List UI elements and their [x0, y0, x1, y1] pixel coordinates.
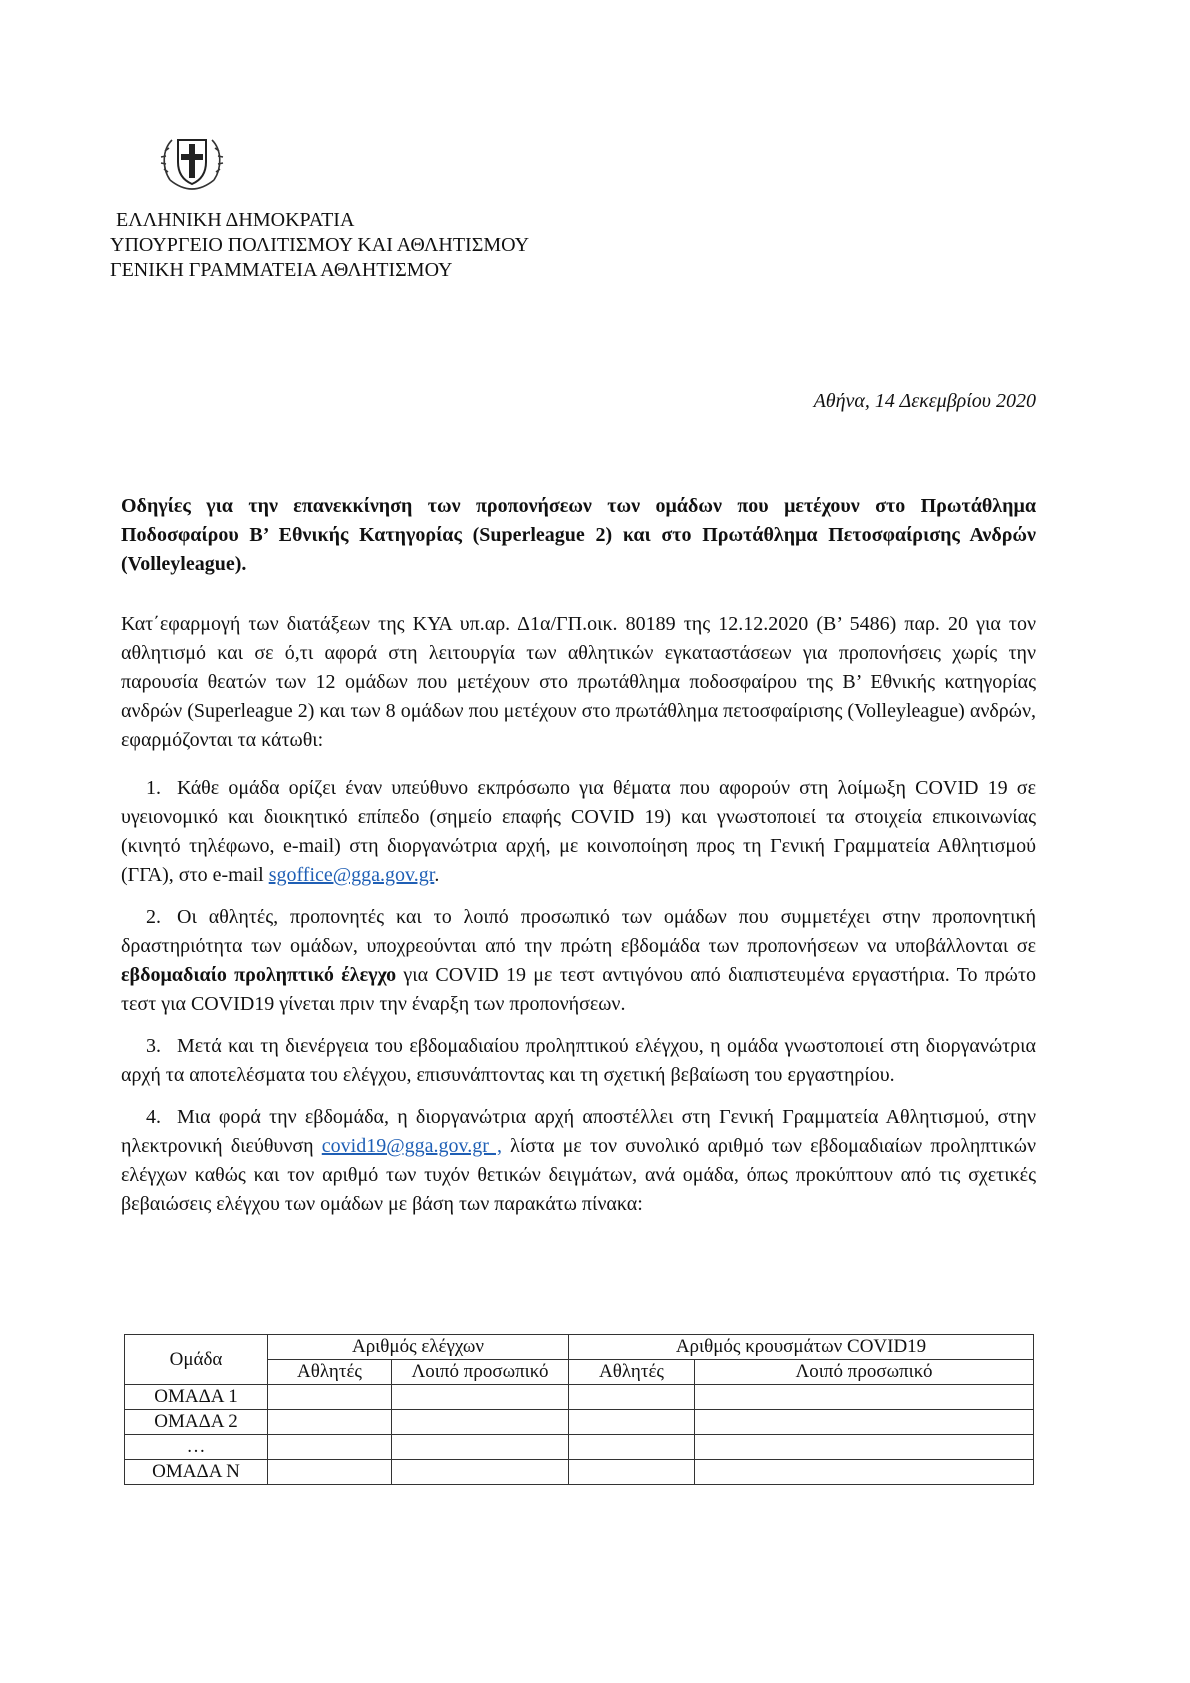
team-cell: ΟΜΑΔΑ 1: [125, 1385, 268, 1410]
empty-cell: [569, 1435, 695, 1460]
table-row: [125, 1410, 1034, 1435]
empty-cell: [569, 1385, 695, 1410]
item-bold-text: εβδομαδιαίο προληπτικό έλεγχο: [121, 964, 397, 986]
empty-cell: [392, 1410, 569, 1435]
empty-cell: [695, 1410, 1034, 1435]
org-line-1: ΕΛΛΗΝΙΚΗ ΔΗΜΟΚΡΑΤΙΑ: [116, 209, 355, 231]
email-link-sgoffice[interactable]: sgoffice@gga.gov.gr: [268, 864, 435, 886]
table-row: [125, 1460, 1034, 1485]
coat-of-arms-icon: [160, 128, 224, 200]
item-text: Μετά και τη διενέργεια του εβδομαδιαίου προληπτικού ελέγχου, η ομάδα γνωστοποιεί στη διοργανώτρια αρχή τα αποτελέσματα του ελέγχου, επισυνάπτοντας και τη σχετική βεβαίωση του εργαστηρίου.: [121, 1035, 1036, 1086]
item-number: 4.: [146, 1106, 161, 1128]
document-date: Αθήνα, 14 Δεκεμβρίου 2020: [813, 390, 1036, 412]
empty-cell: [268, 1410, 392, 1435]
team-cell: ΟΜΑΔΑ 2: [125, 1410, 268, 1435]
table-row: [125, 1385, 1034, 1410]
document-title: Οδηγίες για την επανεκκίνηση των προπονήσεων των ομάδων που μετέχουν στο Πρωτάθλημα Ποδοσφαίρου Β’ Εθνικής Κατηγορίας (Superleague 2) και στο Πρωτάθλημα Πετοσφαίρισης Ανδρών (Volleyleague).: [121, 495, 1036, 575]
team-header: Ομάδα: [125, 1335, 268, 1385]
empty-cell: [695, 1435, 1034, 1460]
item-number: 1.: [146, 777, 161, 799]
empty-cell: [268, 1460, 392, 1485]
numbered-list: [121, 774, 1036, 1232]
org-line-3: ΓΕΝΙΚΗ ΓΡΑΜΜΑΤΕΙΑ ΑΘΛΗΤΙΣΜΟΥ: [110, 259, 453, 281]
team-cell: …: [125, 1435, 268, 1460]
report-table: [124, 1334, 1034, 1485]
list-item: [121, 1032, 1036, 1090]
item-text-after: για COVID 19 με τεστ αντιγόνου από διαπιστευμένα εργαστήρια. Το πρώτο τεστ για COVID19 γίνεται πριν την έναρξη των προπονήσεων.: [121, 964, 1037, 1015]
empty-cell: [392, 1435, 569, 1460]
team-cell: ΟΜΑΔΑ Ν: [125, 1460, 268, 1485]
subheader-cell: Λοιπό προσωπικό: [392, 1360, 569, 1385]
item-text: Μια φορά την εβδομάδα, η διοργανώτρια αρχή αποστέλλει στη Γενική Γραμματεία Αθλητισμού, στην ηλεκτρονική διεύθυνση: [121, 1106, 1036, 1157]
item-tail: .: [434, 864, 440, 886]
empty-cell: [268, 1435, 392, 1460]
item-text: Οι αθλητές, προπονητές και το λοιπό προσωπικό των ομάδων που συμμετέχει στην προπονητική δραστηριότητα των ομάδων, υποχρεούνται από την πρώτη εβδομάδα των προπονήσεων να υποβάλλονται σε: [121, 906, 1036, 957]
empty-cell: [569, 1410, 695, 1435]
issuer-block: [110, 208, 529, 283]
email-link-covid19[interactable]: covid19@gga.gov.gr ,: [321, 1135, 502, 1157]
item-number: 3.: [146, 1035, 161, 1057]
item-number: 2.: [146, 906, 161, 928]
empty-cell: [695, 1385, 1034, 1410]
empty-cell: [392, 1385, 569, 1410]
empty-cell: [569, 1460, 695, 1485]
list-item: [121, 774, 1036, 890]
table-header-row: [125, 1335, 1034, 1360]
item-tail: λίστα με τον συνολικό αριθμό των εβδομαδιαίων προληπτικών ελέγχων καθώς και τον αριθμό των τυχόν θετικών δειγμάτων, ανά ομάδα, όπως προκύπτουν από τις σχετικές βεβαιώσεις ελέγχου των ομάδων με βάση των παρακάτω πίνακα:: [121, 1135, 1037, 1215]
tests-header: Αριθμός ελέγχων: [268, 1335, 569, 1360]
empty-cell: [695, 1460, 1034, 1485]
cases-header: Αριθμός κρουσμάτων COVID19: [569, 1335, 1034, 1360]
subheader-cell: Αθλητές: [569, 1360, 695, 1385]
item-text: Κάθε ομάδα ορίζει έναν υπεύθυνο εκπρόσωπο για θέματα που αφορούν στη λοίμωξη COVID 19 σε υγειονομικό και διοικητικό επίπεδο (σημείο επαφής COVID 19) και γνωστοποιεί τα στοιχεία επικοινωνίας (κινητό τηλέφωνο, e-mail) στη διοργανώτρια αρχή, με κοινοποίηση προς τη Γενική Γραμματεία Αθλητισμού (ΓΓΑ), στο e-mail: [121, 777, 1036, 886]
list-item: [121, 1103, 1036, 1219]
intro-paragraph: Κατ΄εφαρμογή των διατάξεων της ΚΥΑ υπ.αρ. Δ1α/ΓΠ.οικ. 80189 της 12.12.2020 (Β’ 5486) παρ. 20 για τον αθλητισμό και σε ό,τι αφορά στη λειτουργία των αθλητικών εγκαταστάσεων για προπονήσεις χωρίς την παρουσία θεατών των 12 ομάδων που μετέχουν στο πρωτάθλημα ποδοσφαίρου της Β’ Εθνικής κατηγορίας ανδρών (Superleague 2) και των 8 ομάδων που μετέχουν στο πρωτάθλημα πετοσφαίρισης (Volleyleague) ανδρών, εφαρμόζονται τα κάτωθι:: [121, 613, 1036, 751]
empty-cell: [392, 1460, 569, 1485]
table-row: [125, 1435, 1034, 1460]
empty-cell: [268, 1385, 392, 1410]
subheader-cell: Αθλητές: [268, 1360, 392, 1385]
list-item: [121, 903, 1036, 1019]
org-line-2: ΥΠΟΥΡΓΕΙΟ ΠΟΛΙΤΙΣΜΟΥ ΚΑΙ ΑΘΛΗΤΙΣΜΟΥ: [110, 234, 530, 256]
subheader-cell: Λοιπό προσωπικό: [695, 1360, 1034, 1385]
